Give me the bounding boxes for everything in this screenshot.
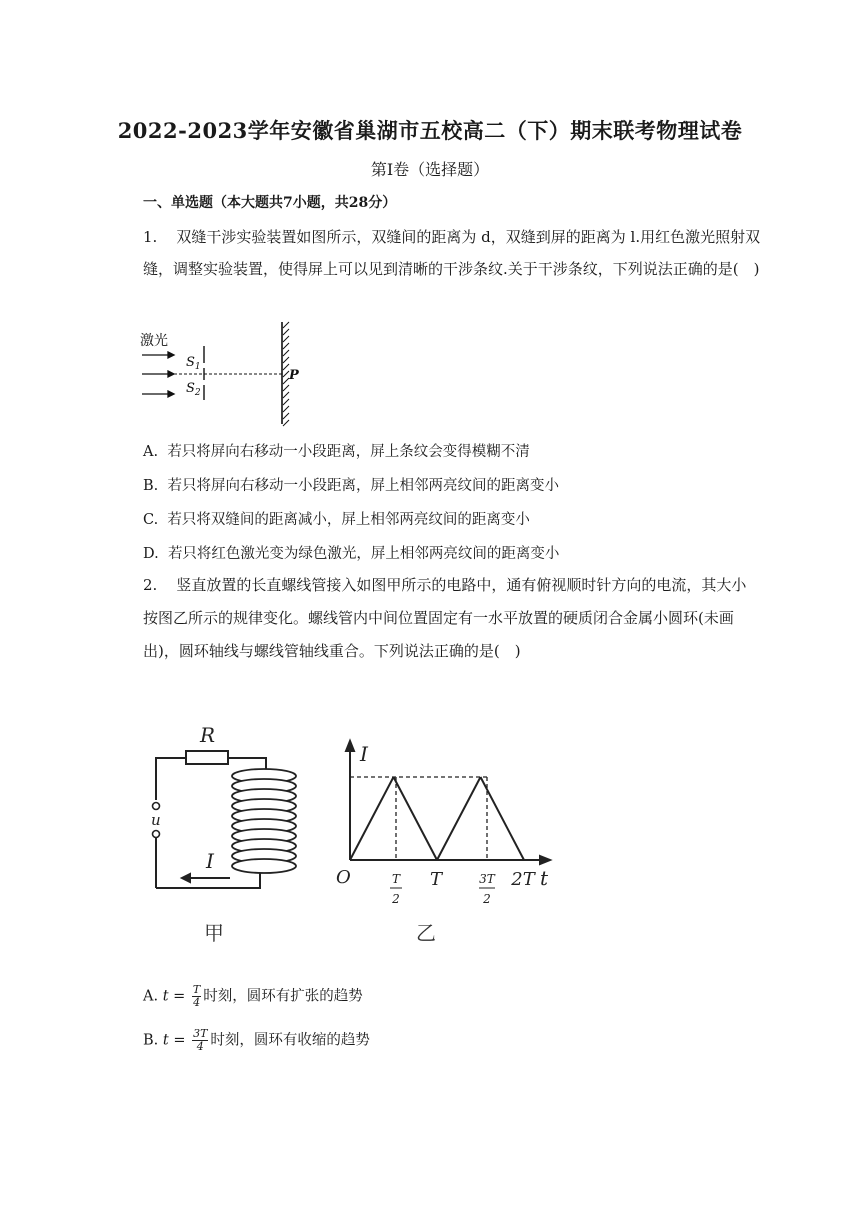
- graph-axes: [346, 741, 550, 864]
- q1-option-b[interactable]: B. 若只将屏向右移动一小段距离，屏上相邻两亮纹间的距离变小: [143, 478, 559, 494]
- resistor: [186, 751, 228, 764]
- question-1-text-1: 双缝干涉实验装置如图所示，双缝间的距离为 d，双缝到屏的距离为 l.用红色激光照射双: [176, 228, 761, 246]
- x-axis-label: t: [540, 866, 549, 890]
- svg-text:2: 2: [483, 892, 491, 906]
- figure-jia-caption: 甲: [204, 921, 224, 945]
- terminal-top: [153, 803, 160, 810]
- laser-label: 激光: [140, 333, 168, 349]
- solenoid: [232, 769, 296, 873]
- page-subtitle: 第Ⅰ卷（选择题）: [370, 160, 490, 179]
- triangle-wave: [350, 777, 524, 860]
- question-2-number: 2.: [143, 576, 158, 594]
- current-label: I: [206, 849, 214, 873]
- question-2-line-1: [143, 570, 746, 600]
- resistor-label: R: [200, 723, 216, 747]
- laser-arrows: [142, 352, 174, 397]
- svg-text:T: T: [391, 872, 401, 886]
- svg-text:2: 2: [392, 892, 400, 906]
- terminal-bottom: [153, 831, 160, 838]
- wave-segment: [394, 777, 438, 860]
- q1-option-a[interactable]: A. 若只将屏向右移动一小段距离，屏上条纹会变得模糊不清: [143, 444, 530, 460]
- tick-t-half: [390, 872, 402, 906]
- question-2-text-1: 竖直放置的长直螺线管接入如图甲所示的电路中，通有俯视顺时针方向的电流，其大小: [176, 576, 747, 594]
- tick-two-t: 2T: [511, 869, 535, 890]
- slit-s1-label: $S_1$: [186, 355, 201, 372]
- fraction-t-over-4: $\frac{T}{4}$: [192, 983, 201, 1009]
- page-title: 2022-2023学年安徽省巢湖市五校高二（下）期末联考物理试卷: [117, 118, 743, 143]
- slit-s2-label: $S_2$: [186, 381, 201, 398]
- peak-dashed-lines: [350, 777, 487, 860]
- q2-option-a[interactable]: A. t = $\frac{T}{4}$ 时刻，圆环有扩张的趋势: [143, 983, 363, 1009]
- current-time-graph: [330, 735, 560, 950]
- q1-option-d[interactable]: D. 若只将红色激光变为绿色激光，屏上相邻两亮纹间的距离变小: [143, 546, 560, 562]
- question-1-number: 1.: [143, 228, 158, 246]
- svg-text:3T: 3T: [479, 872, 495, 886]
- question-2-text-2: 按图乙所示的规律变化。螺线管内中间位置固定有一水平放置的硬质闭合金属小圆环(未画: [143, 609, 734, 627]
- question-2-text-3: 出)，圆环轴线与螺线管轴线重合。下列说法正确的是( ): [143, 642, 521, 660]
- y-axis-label: I: [360, 742, 368, 766]
- wave-segment: [350, 777, 394, 860]
- figure-yi-caption: 乙: [416, 921, 436, 945]
- wave-segment: [437, 777, 481, 860]
- question-1-line-1: [143, 222, 760, 252]
- q1-option-c[interactable]: C. 若只将双缝间的距离减小，屏上相邻两亮纹间的距离变小: [143, 512, 530, 528]
- voltage-label: u: [151, 811, 161, 829]
- point-p-label: P: [289, 368, 299, 383]
- fraction-3t-over-4: $\frac{3T}{4}$: [193, 1027, 208, 1053]
- circuit-figure-jia: [148, 720, 308, 950]
- q2-option-b[interactable]: B. t = $\frac{3T}{4}$ 时刻，圆环有收缩的趋势: [143, 1027, 370, 1053]
- tick-t: T: [429, 869, 443, 890]
- current-arrow: [182, 874, 230, 882]
- question-1-text-2: 缝，调整实验装置，使得屏上可以见到清晰的干涉条纹.关于干涉条纹，下列说法正确的是( ): [143, 260, 760, 278]
- origin-label: O: [336, 867, 351, 888]
- tick-three-t-half: [479, 872, 496, 906]
- double-slit-figure: [138, 318, 313, 428]
- section-heading: 一、单选题（本大题共7小题，共28分）: [143, 195, 397, 211]
